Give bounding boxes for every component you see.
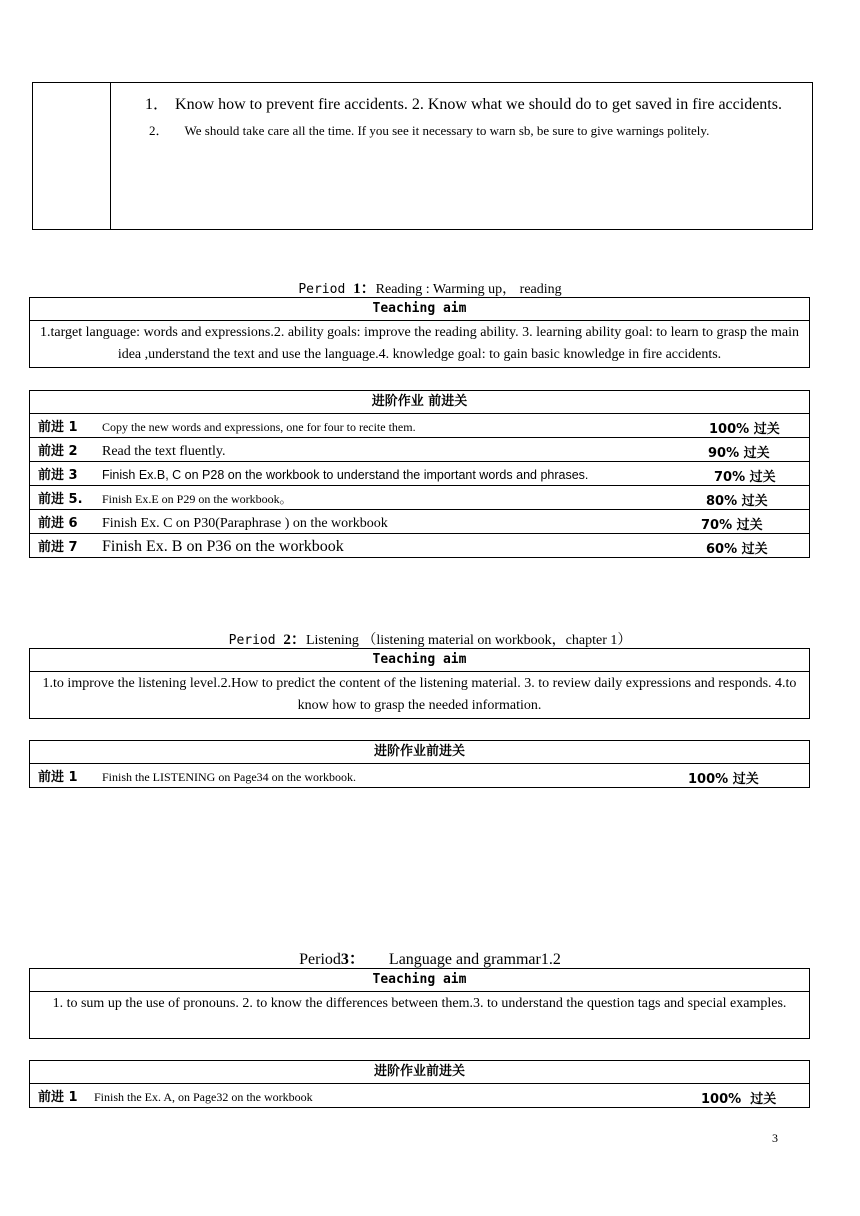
period-1-label: Period: [298, 282, 354, 297]
period-2-aim-text: 1.to improve the listening level.2.How to predict the content of the listening material. 3. to review daily expressions and responds. 4.to know how to grasp the needed information.: [30, 672, 810, 719]
homework-level: 前进 7: [38, 539, 78, 555]
objective-2: [111, 121, 812, 141]
objectives-table: [32, 82, 813, 230]
homework-row: [30, 414, 810, 438]
homework-row: [30, 486, 810, 510]
objective-2-text: We should take care all the time. If you see it necessary to warn sb, be sure to give warnings politely.: [184, 123, 710, 138]
period-1-heading: Reading : Warming up， reading: [375, 282, 562, 297]
period-2-number: 2：: [283, 632, 306, 648]
objective-1-text: Know how to prevent fire accidents. 2. Know what we should do to get saved in fire accidents.: [175, 96, 782, 113]
homework-task: Finish Ex.B, C on P28 on the workbook to understand the important words and phrases.: [102, 467, 589, 482]
period-3-title: [0, 946, 860, 969]
period-3-aim-table: [29, 968, 810, 1039]
homework-row: [30, 510, 810, 534]
period-2-aim-header: Teaching aim: [30, 649, 810, 672]
homework-pass-rate: 70% 过关: [701, 518, 763, 533]
homework-task: Finish Ex.E on P29 on the workbook。: [102, 491, 292, 506]
homework-level: 前进 3: [38, 467, 78, 483]
homework-row: [30, 764, 810, 788]
homework-pass-rate: 100% 过关: [688, 772, 759, 787]
period-1-aim-table: [29, 297, 810, 368]
period-1-aim-header: Teaching aim: [30, 298, 810, 321]
period-3-heading: Language and grammar1.2: [388, 951, 561, 968]
period-1-number: 1：: [353, 281, 376, 297]
period-2-title: [0, 628, 860, 649]
period-3-homework-table: [29, 1060, 810, 1108]
homework-task: Copy the new words and expressions, one for four to recite them.: [102, 419, 416, 434]
period-1-homework-header: 进阶作业 前进关: [30, 391, 810, 414]
period-1-homework-table: [29, 390, 810, 558]
homework-task: Read the text fluently.: [102, 443, 226, 459]
period-3-aim-text: 1. to sum up the use of pronouns. 2. to know the differences between them.3. to understand the question tags and special examples.: [30, 992, 810, 1039]
homework-level: 前进 5.: [38, 491, 83, 507]
period-2-label: Period: [228, 633, 284, 648]
objective-1-number: 1．: [145, 96, 170, 113]
objectives-cell: [111, 83, 813, 230]
period-2-homework-header: 进阶作业前进关: [30, 741, 810, 764]
objective-2-number: 2．: [149, 123, 169, 138]
homework-pass-rate: 60% 过关: [706, 542, 768, 557]
homework-row: [30, 534, 810, 558]
period-3-number: 3：: [340, 951, 365, 968]
homework-pass-rate: 80% 过关: [706, 494, 768, 509]
objective-1: [111, 83, 812, 121]
period-1-title: [0, 277, 860, 298]
homework-task: Finish the LISTENING on Page34 on the workbook.: [102, 769, 356, 784]
homework-pass-rate: 100% 过关: [709, 422, 780, 437]
homework-pass-rate: 100% 过关: [701, 1092, 777, 1107]
homework-pass-rate: 90% 过关: [708, 446, 770, 461]
homework-row: [30, 462, 810, 486]
homework-level: 前进 2: [38, 443, 78, 459]
homework-level: 前进 1: [38, 1089, 78, 1105]
homework-task: Finish the Ex. A, on Page32 on the workbook: [94, 1089, 313, 1104]
period-2-homework-table: [29, 740, 810, 788]
period-3-aim-header: Teaching aim: [30, 969, 810, 992]
period-3-homework-header: 进阶作业前进关: [30, 1061, 810, 1084]
objectives-label-cell: [33, 83, 111, 230]
period-3-label: Period: [299, 951, 341, 968]
homework-row: [30, 1084, 810, 1108]
period-2-heading: Listening （listening material on workbook，chapter 1）: [305, 633, 632, 648]
homework-level: 前进 1: [38, 419, 78, 435]
period-2-aim-table: [29, 648, 810, 719]
homework-level: 前进 6: [38, 515, 78, 531]
homework-task: Finish Ex. B on P36 on the workbook: [102, 537, 344, 555]
homework-row: [30, 438, 810, 462]
period-1-aim-text: 1.target language: words and expressions.2. ability goals: improve the reading ability. 3. learning ability goal: to learn to grasp the main idea ,understand the text and use the language.4. knowledge goal: to gain basic knowledge in fire accidents.: [30, 321, 810, 368]
page-number: 3: [772, 1131, 778, 1145]
homework-level: 前进 1: [38, 769, 78, 785]
homework-task: Finish Ex. C on P30(Paraphrase ) on the workbook: [102, 515, 388, 531]
homework-pass-rate: 70% 过关: [714, 470, 776, 485]
